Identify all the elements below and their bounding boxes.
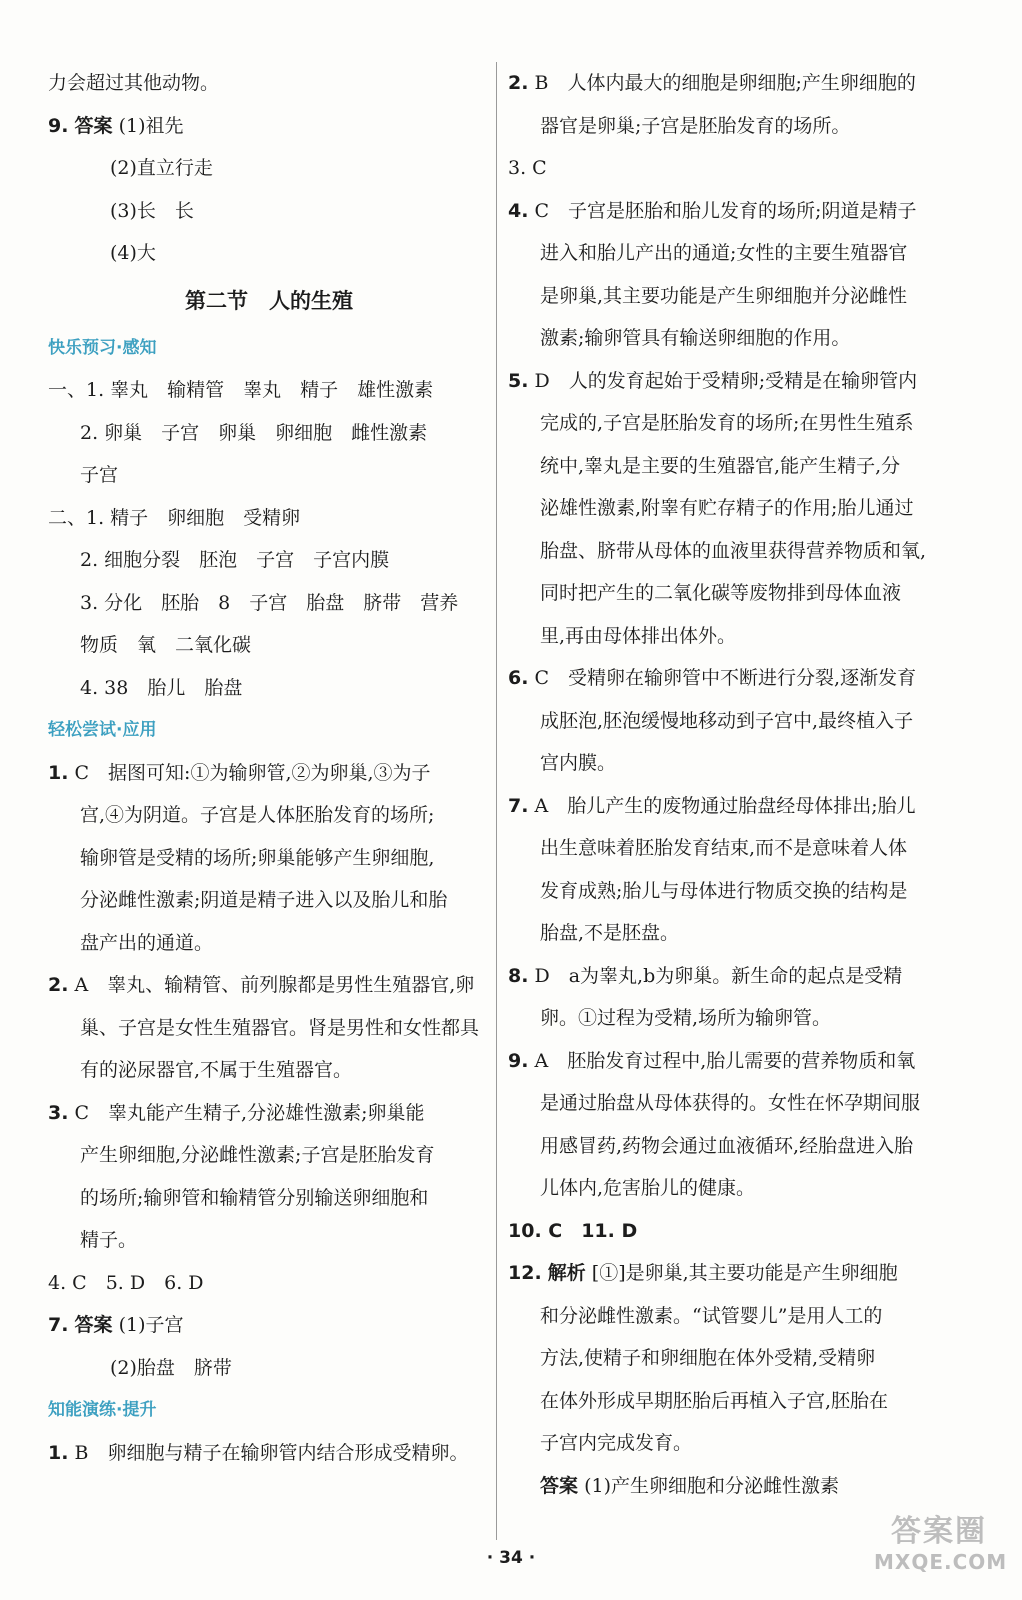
- text-line: 一、1. 睾丸 输精管 睾丸 精子 雄性激素: [48, 379, 434, 401]
- subheading: 知能演练·提升: [48, 1400, 157, 1420]
- text-line: 是通过胎盘从母体获得的。女性在怀孕期间服: [540, 1092, 921, 1114]
- question-number: 1.: [48, 761, 69, 784]
- text-line: 分泌雌性激素;阴道是精子进入以及胎儿和胎: [80, 889, 448, 911]
- question-number: 7.: [508, 794, 529, 817]
- watermark-text: 答案圈: [891, 1514, 987, 1549]
- question-number: 1.: [48, 1441, 69, 1464]
- watermark-logo: [874, 1514, 1008, 1578]
- text-line: 产生卵细胞,分泌雌性激素;子宫是胚胎发育: [80, 1144, 435, 1166]
- text-line: 力会超过其他动物。: [48, 72, 220, 94]
- analysis-label: 解析: [547, 1262, 586, 1284]
- right-column: [508, 62, 946, 1507]
- answer-text: A 胎儿产生的废物通过胎盘经母体排出;胎儿: [534, 794, 916, 817]
- answer-7: [48, 1304, 490, 1347]
- text-line: 胎盘、脐带从母体的血液里获得营养物质和氧,: [540, 539, 927, 562]
- text-line: 泌雄性激素,附睾有贮存精子的作用;胎儿通过: [540, 497, 914, 519]
- answer-text: C 据图可知:①为输卵管,②为卵巢,③为子: [74, 761, 431, 784]
- section-title: 第二节 人的生殖: [185, 288, 353, 313]
- text-line: 里,再由母体排出体外。: [540, 624, 737, 647]
- text-line: 发育成熟;胎儿与母体进行物质交换的结构是: [540, 879, 908, 902]
- answer-text: A 胚胎发育过程中,胎儿需要的营养物质和氧: [534, 1049, 916, 1072]
- text-line: 激素;输卵管具有输送卵细胞的作用。: [540, 327, 851, 349]
- answer-text: C 子宫是胚胎和胎儿发育的场所;阴道是精子: [534, 199, 917, 222]
- answer-text: C 受精卵在输卵管中不断进行分裂,逐渐发育: [534, 667, 917, 689]
- answer-r6: [508, 657, 946, 700]
- left-column: [48, 62, 490, 1474]
- answer-r5: [508, 360, 946, 403]
- text-line: 10. C 11. D: [508, 1219, 638, 1242]
- answer-text: C 睾丸能产生精子,分泌雄性激素;卵巢能: [74, 1101, 425, 1124]
- answer-r2: [508, 62, 946, 105]
- question-number: 3.: [48, 1101, 69, 1124]
- question-number: 4.: [508, 199, 529, 222]
- text-line: 和分泌雌性激素。“试管婴儿”是用人工的: [540, 1304, 883, 1327]
- text-line: 4. C 5. D 6. D: [48, 1271, 204, 1294]
- subheading: 快乐预习·感知: [48, 337, 157, 358]
- answer-label: 答案: [74, 114, 113, 137]
- text-line: 二、1. 精子 卵细胞 受精卵: [48, 506, 301, 529]
- page-number: · 34 ·: [486, 1548, 536, 1568]
- text-line: 进入和胎儿产出的通道;女性的主要生殖器官: [540, 242, 908, 264]
- answer-r9: [508, 1040, 946, 1083]
- question-number: 12.: [508, 1262, 542, 1284]
- column-divider: [496, 62, 497, 1540]
- text-line: 4. 38 胎儿 胎盘: [80, 676, 243, 699]
- question-number: 7.: [48, 1314, 69, 1336]
- subheading: 轻松尝试·应用: [48, 720, 157, 740]
- answer-r7: [508, 785, 946, 828]
- text-line: 巢、子宫是女性生殖器官。肾是男性和女性都具: [80, 1016, 480, 1039]
- text-line: 2. 细胞分裂 胚泡 子宫 子宫内膜: [80, 549, 390, 571]
- question-number: 5.: [508, 369, 529, 392]
- answer-text: (1)祖先: [118, 114, 184, 137]
- question-number: 9.: [508, 1049, 529, 1072]
- text-line: 儿体内,危害胎儿的健康。: [540, 1177, 756, 1199]
- question-number: 8.: [508, 964, 529, 987]
- text-line: 宫内膜。: [540, 752, 617, 774]
- answer-text: (1)子宫: [118, 1314, 184, 1336]
- text-line: 宫,④为阴道。子宫是人体胚胎发育的场所;: [80, 804, 435, 826]
- answer-label: 答案: [74, 1314, 113, 1336]
- answer-r12: [508, 1252, 946, 1295]
- answer-r8: [508, 955, 946, 998]
- question-number: 9.: [48, 114, 69, 137]
- answer-text: B 卵细胞与精子在输卵管内结合形成受精卵。: [74, 1441, 469, 1464]
- question-number: 2.: [508, 72, 529, 94]
- text-line: 用感冒药,药物会通过血液循环,经胎盘进入胎: [540, 1134, 914, 1157]
- text-line: 子宫内完成发育。: [540, 1432, 693, 1454]
- text-line: 盘产出的通道。: [80, 931, 214, 954]
- answer-line: (2)胎盘 脐带: [110, 1356, 232, 1379]
- text-line: 精子。: [80, 1229, 138, 1251]
- text-line: 器官是卵巢;子宫是胚胎发育的场所。: [540, 114, 851, 137]
- text-line: 完成的,子宫是胚胎发育的场所;在男性生殖系: [540, 412, 914, 434]
- answer-line: (3)长 长: [110, 199, 194, 222]
- answer-text: [①]是卵巢,其主要功能是产生卵细胞: [591, 1262, 898, 1284]
- text-line: 是卵巢,其主要功能是产生卵细胞并分泌雌性: [540, 284, 908, 307]
- text-line: 出生意味着胚胎发育结束,而不是意味着人体: [540, 837, 908, 859]
- question-number: 2.: [48, 974, 69, 996]
- answer-label: 答案: [540, 1474, 579, 1497]
- answer-text: A 睾丸、输精管、前列腺都是男性生殖器官,卵: [74, 974, 475, 996]
- text-line: 子宫: [80, 464, 119, 486]
- text-line: 3. 分化 胚胎 8 子宫 胎盘 脐带 营养: [80, 591, 459, 614]
- answer-line: (2)直立行走: [110, 157, 213, 179]
- text-line: 方法,使精子和卵细胞在体外受精,受精卵: [540, 1347, 876, 1369]
- question-number: 6.: [508, 667, 529, 689]
- answer-line: (4)大: [110, 242, 156, 264]
- text-line: 在体外形成早期胚胎后再植入子宫,胚胎在: [540, 1389, 889, 1412]
- text-line: 的场所;输卵管和输精管分别输送卵细胞和: [80, 1186, 429, 1209]
- text-line: 有的泌尿器官,不属于生殖器官。: [80, 1059, 353, 1081]
- answer-3: [48, 1092, 490, 1135]
- answer-text: (1)产生卵细胞和分泌雌性激素: [584, 1474, 839, 1497]
- text-line: 卵。①过程为受精,场所为输卵管。: [540, 1007, 832, 1029]
- text-line: 统中,睾丸是主要的生殖器官,能产生精子,分: [540, 454, 901, 477]
- text-line: 3. C: [508, 157, 547, 179]
- text-line: 同时把产生的二氧化碳等废物排到母体血液: [540, 582, 902, 604]
- answer-2: [48, 964, 490, 1007]
- text-line: 成胚泡,胚泡缓慢地移动到子宫中,最终植入子: [540, 709, 914, 732]
- answer-b1: [48, 1432, 490, 1475]
- answer-text: D a为睾丸,b为卵巢。新生命的起点是受精: [534, 964, 903, 987]
- watermark-url: MXQE.COM: [874, 1550, 1008, 1574]
- answer-text: D 人的发育起始于受精卵;受精是在输卵管内: [534, 369, 918, 392]
- text-line: 物质 氧 二氧化碳: [80, 634, 252, 656]
- text-line: 输卵管是受精的场所;卵巢能够产生卵细胞,: [80, 846, 435, 869]
- answer-text: B 人体内最大的细胞是卵细胞;产生卵细胞的: [534, 72, 916, 94]
- question-9: [48, 105, 490, 148]
- text-line: 胎盘,不是胚盘。: [540, 922, 680, 944]
- answer-line: [508, 1465, 946, 1508]
- answer-1: [48, 752, 490, 795]
- answer-r4: [508, 190, 946, 233]
- text-line: 2. 卵巢 子宫 卵巢 卵细胞 雌性激素: [80, 421, 428, 444]
